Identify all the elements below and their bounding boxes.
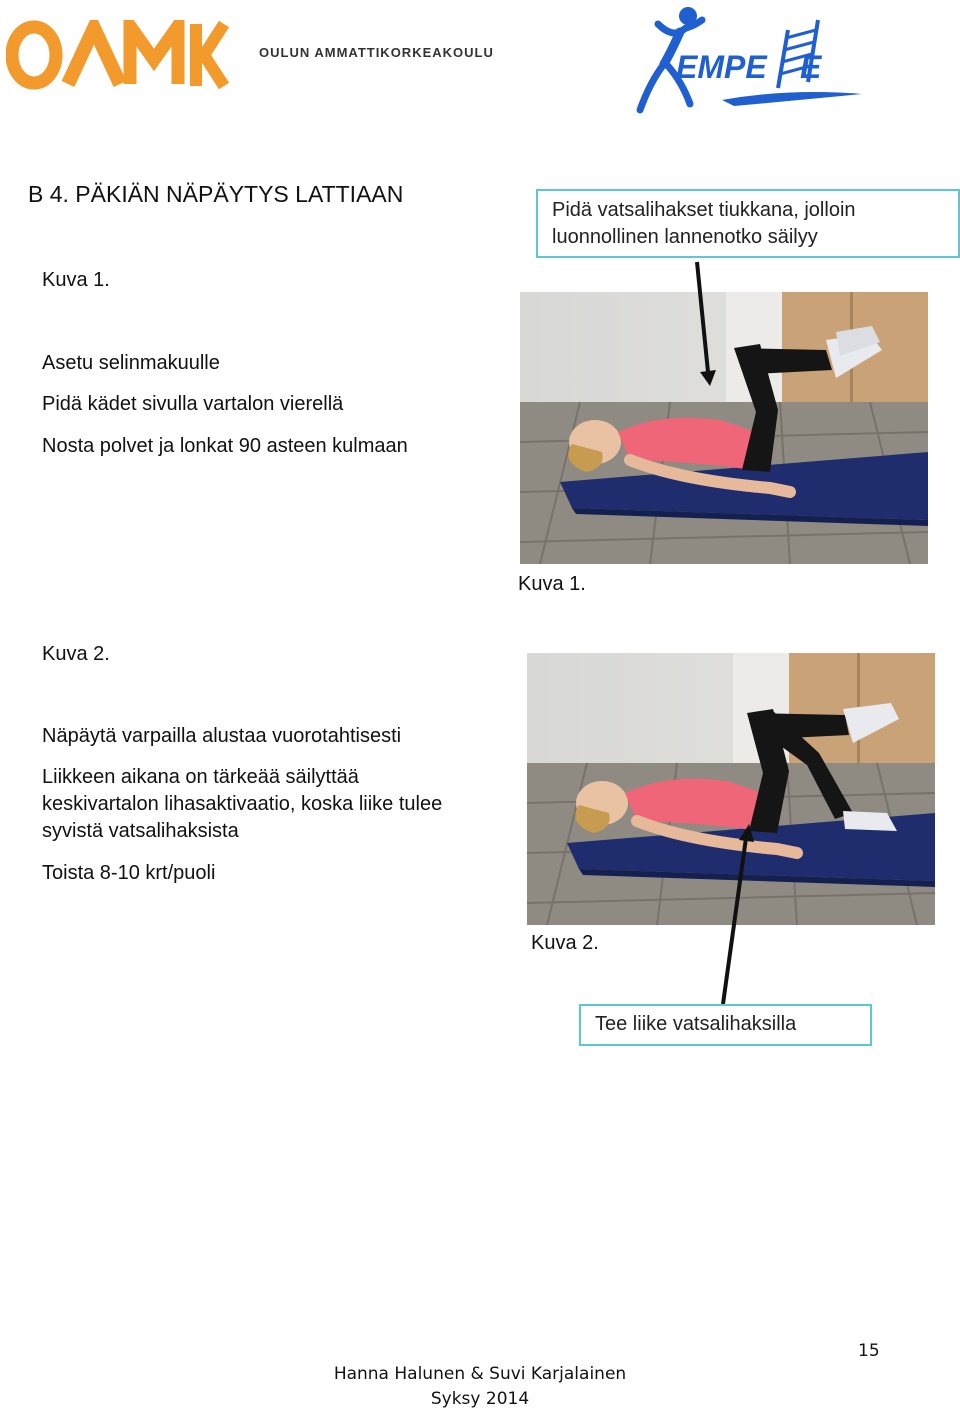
kempele-logo-mark [630,2,870,120]
section1-step: Asetu selinmakuulle [42,352,220,374]
section2-step: keskivartalon lihasaktivaatio, koska liike tulee [42,793,443,815]
footer-authors: Hanna Halunen & Suvi Karjalainen [333,1364,627,1384]
section2-step: Näpäytä varpailla alustaa vuorotahtisesti [42,725,402,747]
photo-2-caption: Kuva 2. [531,932,599,954]
section1-step: Pidä kädet sivulla vartalon vierellä [42,393,344,415]
exercise-photo-2 [527,653,935,925]
svg-text:E: E [800,49,822,85]
photo-1-illustration [520,292,928,564]
section2-step: Liikkeen aikana on tärkeää säilyttää [42,766,359,788]
section2-step: syvistä vatsalihaksista [42,820,239,842]
exercise-title: B 4. PÄKIÄN NÄPÄYTYS LATTIAAN [28,181,404,207]
callout-line: luonnollinen lannenotko säilyy [552,226,818,248]
page-number: 15 [858,1341,880,1361]
callout-use-abs [579,1004,872,1046]
callout-abs-tight [536,189,960,258]
exercise-photo-1 [520,292,928,564]
callout-line: Tee liike vatsalihaksilla [595,1013,797,1035]
section2-label: Kuva 2. [42,643,110,665]
photo-2-illustration [527,653,935,925]
svg-text:EMPE: EMPE [676,49,767,85]
footer-term: Syksy 2014 [430,1389,530,1409]
callout-line: Pidä vatsalihakset tiukkana, jolloin [552,199,856,221]
photo-1-caption: Kuva 1. [518,573,586,595]
kempele-logo [630,2,870,120]
section2-step: Toista 8-10 krt/puoli [42,862,216,884]
section1-step: Nosta polvet ja lonkat 90 asteen kulmaan [42,435,408,457]
oamk-subtitle: OULUN AMMATTIKORKEAKOULU [259,45,494,60]
section1-label: Kuva 1. [42,269,110,291]
